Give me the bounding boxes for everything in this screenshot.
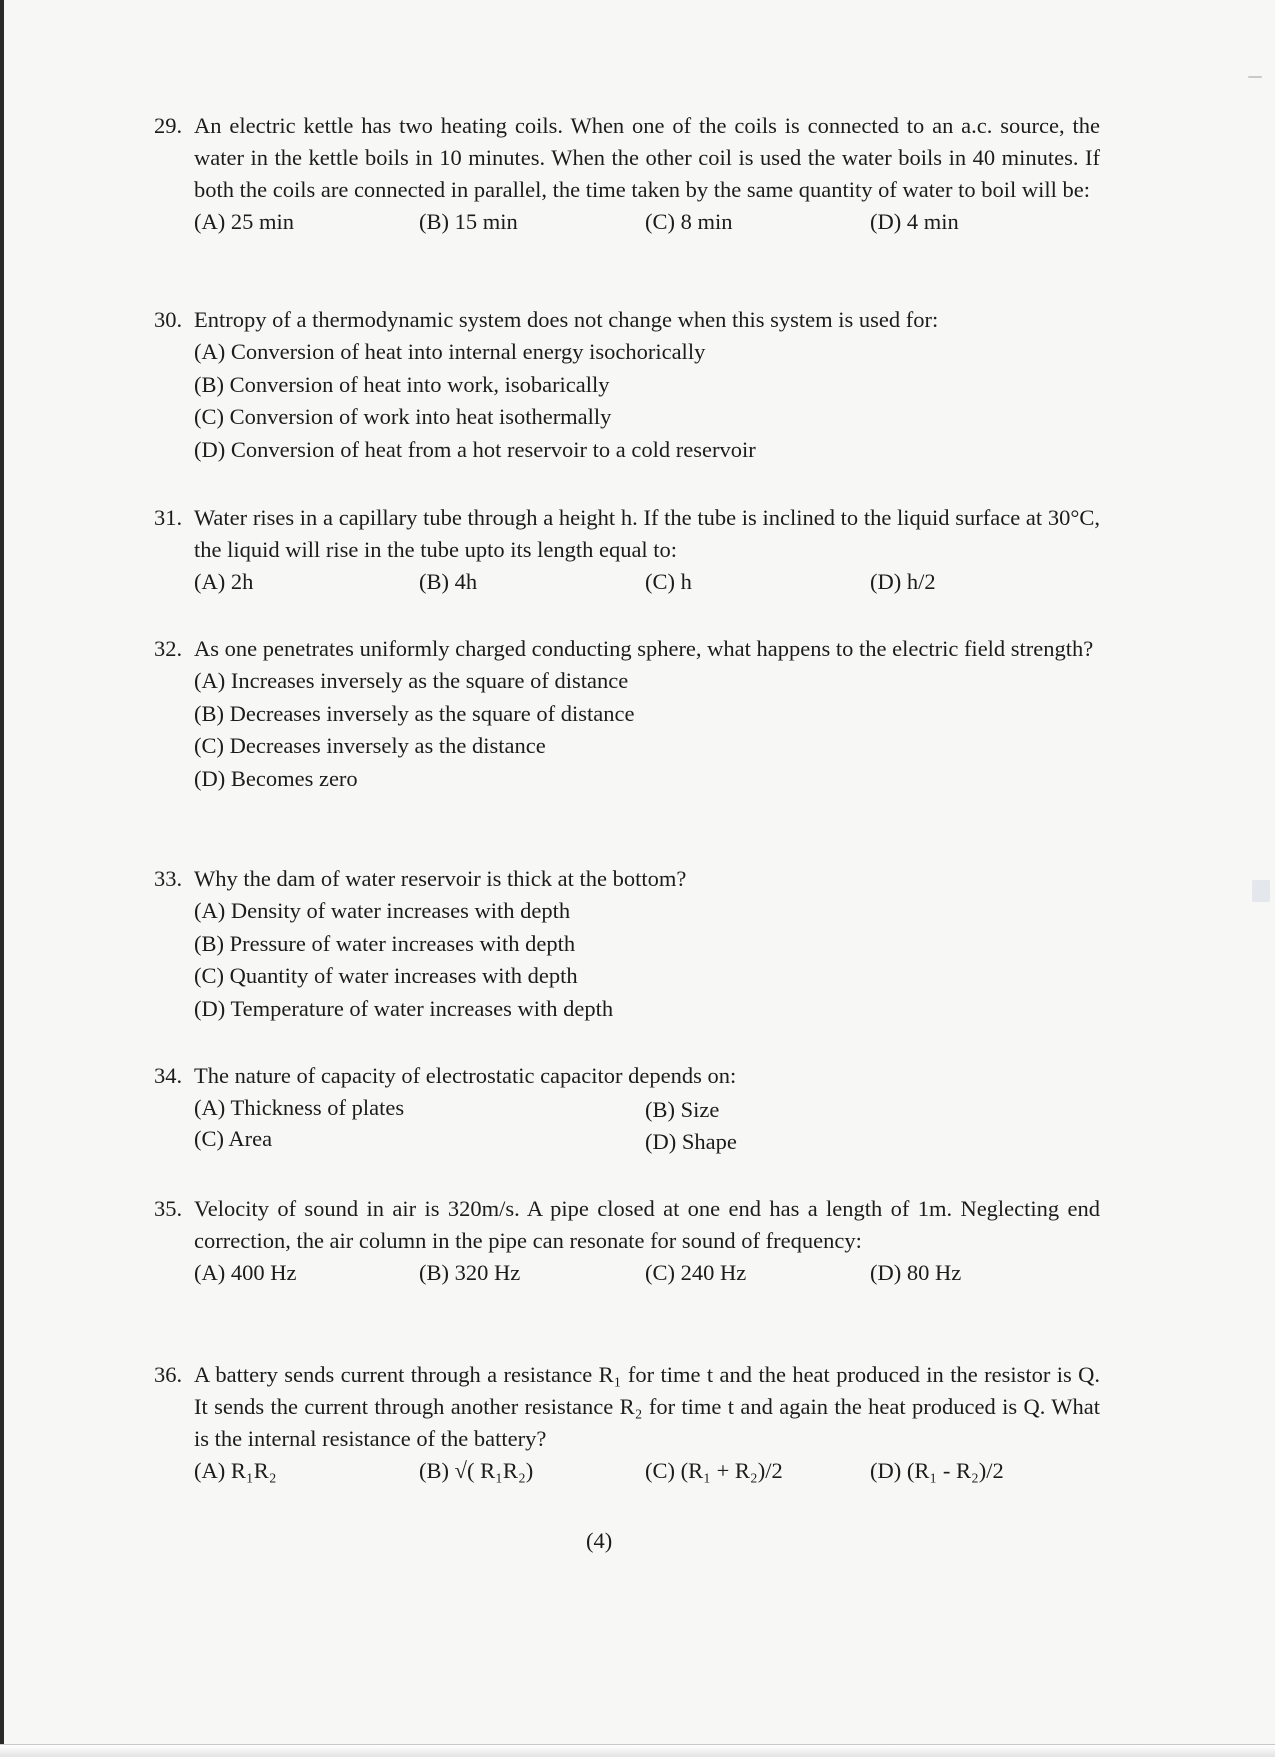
question-36 bbox=[154, 1359, 1100, 1488]
question-text: Water rises in a capillary tube through a height h. If the tube is inclined to the liquid surface at 30°C, the liquid will rise in the tube upto its length equal to: bbox=[194, 505, 1100, 562]
scan-mark bbox=[1252, 880, 1270, 902]
option-a[interactable]: (A) Conversion of heat into internal energy isochorically bbox=[194, 339, 706, 364]
question-stem bbox=[154, 863, 1100, 895]
option-b[interactable]: (B) Size bbox=[645, 1097, 720, 1122]
option-c[interactable]: (C) Decreases inversely as the distance bbox=[194, 733, 546, 758]
option-c[interactable]: (C) 8 min bbox=[645, 209, 733, 234]
question-text: Velocity of sound in air is 320m/s. A pipe closed at one end has a length of 1m. Neglecting end correction, the air column in the pipe can resonate for sound of frequency: bbox=[194, 1196, 1100, 1253]
option-b[interactable]: (B) Decreases inversely as the square of distance bbox=[194, 700, 635, 726]
question-number: 35. bbox=[154, 1196, 183, 1221]
option-c[interactable]: (C) Area bbox=[194, 1126, 273, 1151]
option-c[interactable]: (C) 240 Hz bbox=[645, 1260, 747, 1285]
option-b[interactable]: (B) 320 Hz bbox=[419, 1260, 521, 1285]
question-text: A battery sends current through a resistance R₁ for time t and the heat produced in the resistor is Q. It sends the current through another resistance R₂ for time t and again the heat produced is Q. What is the internal resistance of the battery? bbox=[194, 1362, 1100, 1451]
option-a[interactable]: (A) 400 Hz bbox=[194, 1260, 297, 1285]
option-c[interactable]: (C) h bbox=[645, 569, 692, 594]
question-number: 34. bbox=[154, 1063, 183, 1088]
options-row bbox=[194, 1257, 1100, 1290]
option-d[interactable]: (D) 80 Hz bbox=[870, 1260, 962, 1285]
option-c[interactable]: (C) Quantity of water increases with depth bbox=[194, 963, 578, 988]
page-number: (4) bbox=[586, 1528, 613, 1553]
option-b[interactable]: (B) Pressure of water increases with depth bbox=[194, 930, 576, 956]
question-number: 31. bbox=[154, 505, 183, 530]
options-row bbox=[194, 566, 1100, 599]
question-31 bbox=[154, 502, 1100, 599]
options-list bbox=[194, 895, 1100, 1025]
option-a[interactable]: (A) 2h bbox=[194, 569, 254, 594]
options-row bbox=[194, 206, 1100, 239]
question-32 bbox=[154, 633, 1100, 795]
question-34 bbox=[154, 1060, 1100, 1158]
question-30 bbox=[154, 304, 1100, 466]
option-a[interactable]: (A) Increases inversely as the square of distance bbox=[194, 668, 629, 693]
option-a[interactable]: (A) Density of water increases with depth bbox=[194, 898, 571, 923]
question-number: 30. bbox=[154, 307, 183, 332]
scan-left-edge bbox=[0, 0, 4, 1757]
question-stem bbox=[154, 633, 1100, 665]
scan-bottom-edge bbox=[0, 1744, 1275, 1757]
question-text: The nature of capacity of electrostatic capacitor depends on: bbox=[194, 1063, 737, 1088]
question-stem bbox=[154, 304, 1100, 336]
question-stem bbox=[154, 1359, 1100, 1455]
question-35 bbox=[154, 1193, 1100, 1290]
question-stem bbox=[154, 110, 1100, 206]
options-list bbox=[194, 336, 1100, 466]
option-b[interactable]: (B) Conversion of heat into work, isobarically bbox=[194, 371, 610, 397]
question-stem bbox=[154, 1060, 1100, 1092]
option-b[interactable]: (B) 15 min bbox=[419, 209, 518, 234]
options-list bbox=[194, 665, 1100, 795]
options-row bbox=[194, 1455, 1100, 1488]
option-d[interactable]: (D) Conversion of heat from a hot reservoir to a cold reservoir bbox=[194, 436, 756, 462]
question-stem bbox=[154, 502, 1100, 566]
option-c[interactable]: (C) (R₁ + R₂)/2 bbox=[645, 1458, 783, 1483]
option-a[interactable]: (A) Thickness of plates bbox=[194, 1095, 405, 1120]
question-33 bbox=[154, 863, 1100, 1025]
option-c[interactable]: (C) Conversion of work into heat isothermally bbox=[194, 404, 612, 429]
scan-mark bbox=[1248, 76, 1262, 78]
option-b[interactable]: (B) 4h bbox=[419, 569, 478, 594]
question-number: 32. bbox=[154, 636, 183, 661]
option-a[interactable]: (A) 25 min bbox=[194, 209, 294, 234]
option-d[interactable]: (D) (R₁ - R₂)/2 bbox=[870, 1458, 1004, 1483]
question-29 bbox=[154, 110, 1100, 239]
question-number: 33. bbox=[154, 866, 183, 891]
option-d[interactable]: (D) h/2 bbox=[870, 569, 936, 594]
option-a[interactable]: (A) R₁R₂ bbox=[194, 1458, 277, 1483]
question-text: As one penetrates uniformly charged conducting sphere, what happens to the electric field strength? bbox=[194, 636, 1094, 661]
question-number: 36. bbox=[154, 1362, 183, 1387]
question-text: Why the dam of water reservoir is thick at the bottom? bbox=[194, 866, 687, 891]
options-grid bbox=[194, 1092, 1100, 1158]
option-d[interactable]: (D) 4 min bbox=[870, 209, 959, 234]
question-number: 29. bbox=[154, 113, 183, 138]
option-d[interactable]: (D) Shape bbox=[645, 1129, 737, 1154]
question-text: Entropy of a thermodynamic system does not change when this system is used for: bbox=[194, 307, 939, 332]
option-b[interactable]: (B) √( R₁R₂) bbox=[419, 1458, 534, 1483]
question-stem bbox=[154, 1193, 1100, 1257]
option-d[interactable]: (D) Becomes zero bbox=[194, 765, 358, 791]
question-text: An electric kettle has two heating coils. When one of the coils is connected to an a.c. source, the water in the kettle boils in 10 minutes. When the other coil is used the water boils in 40 minutes. If both the coils are connected in parallel, the time taken by the same quantity of water to boil will be: bbox=[194, 113, 1100, 202]
option-d[interactable]: (D) Temperature of water increases with depth bbox=[194, 995, 614, 1021]
